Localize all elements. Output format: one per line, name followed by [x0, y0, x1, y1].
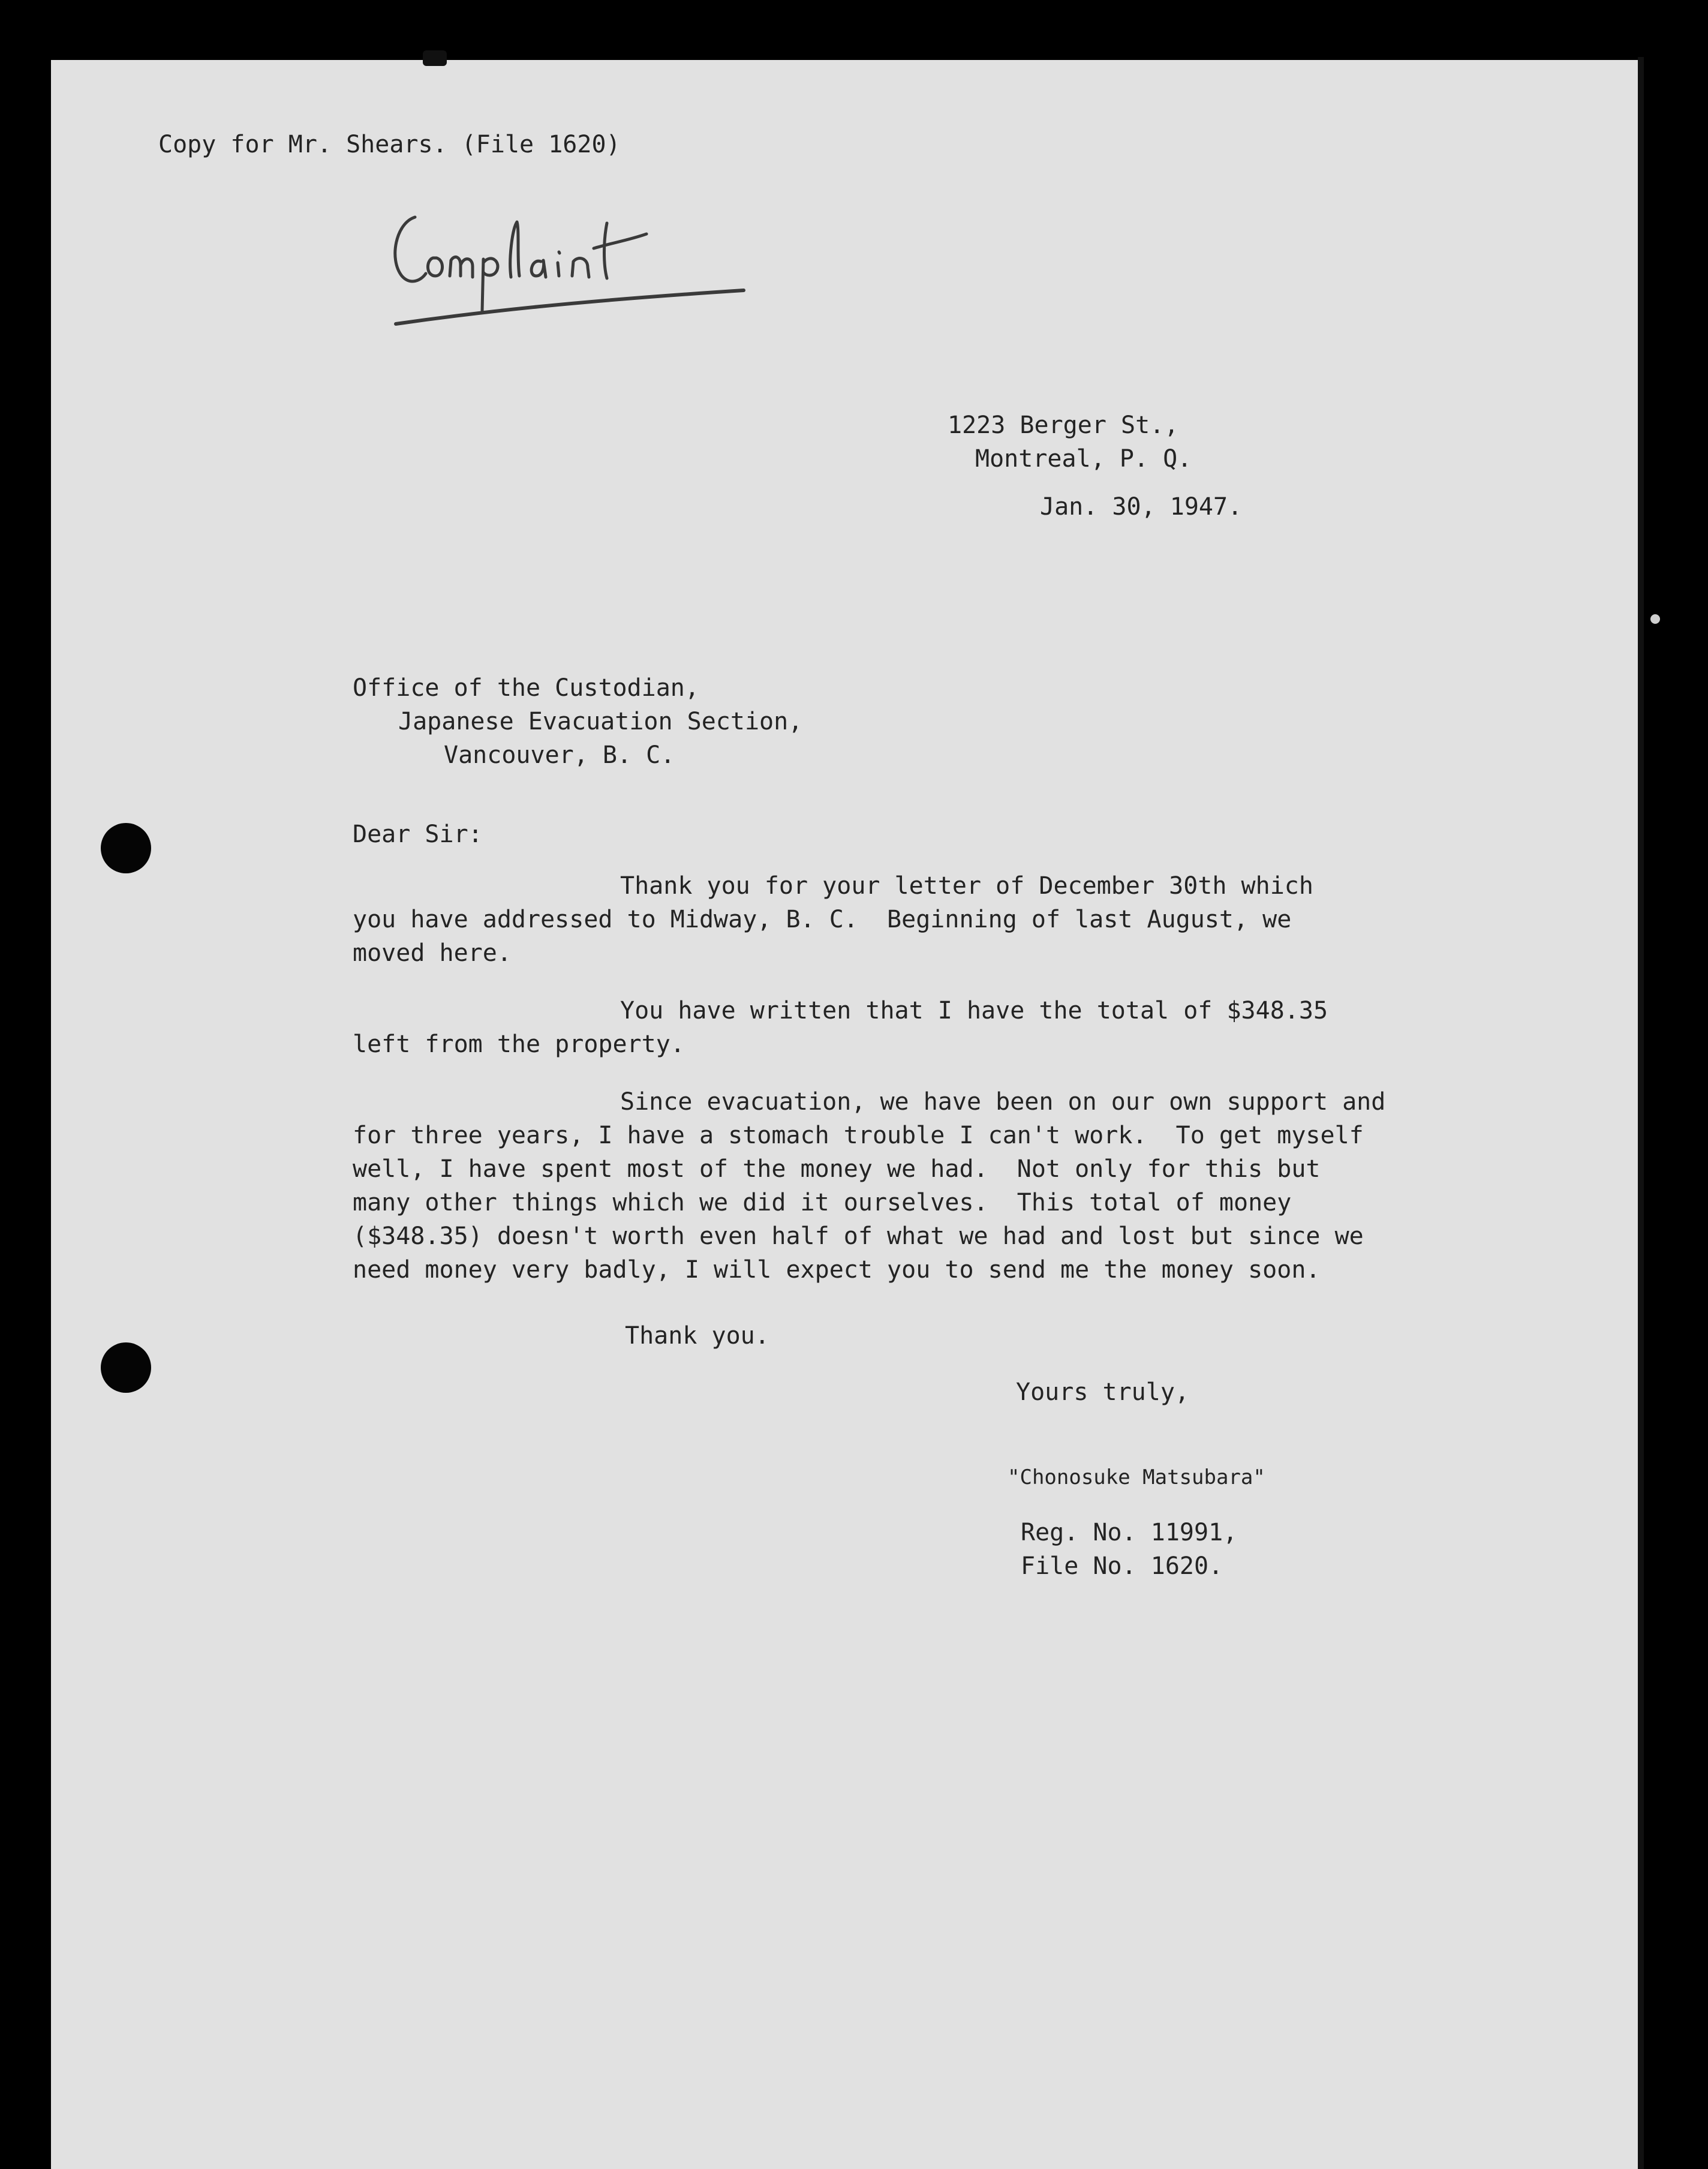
paragraph-3-line-6: need money very badly, I will expect you to send me the money soon.: [353, 1256, 1321, 1284]
page-edge-shadow: [1638, 57, 1644, 2169]
letter-date: Jan. 30, 1947.: [1040, 493, 1243, 521]
handwritten-complaint-annotation: [384, 205, 756, 337]
registration-number: Reg. No. 11991,: [1021, 1519, 1238, 1546]
file-number: File No. 1620.: [1021, 1552, 1223, 1580]
punch-hole-lower: [101, 1342, 151, 1393]
recipient-line-3: Vancouver, B. C.: [444, 741, 675, 769]
sender-city: Montreal, P. Q.: [975, 445, 1192, 473]
recipient-line-2: Japanese Evacuation Section,: [398, 708, 803, 735]
closing-thanks: Thank you.: [625, 1322, 769, 1350]
paragraph-3-line-4: many other things which we did it ourselves. This total of money: [353, 1189, 1292, 1216]
paragraph-3-line-2: for three years, I have a stomach trouble I can't work. To get myself: [353, 1122, 1364, 1149]
sender-street: 1223 Berger St.,: [948, 411, 1179, 439]
paragraph-2-line-1: You have written that I have the total of $348.35: [620, 997, 1328, 1025]
paragraph-3-line-1: Since evacuation, we have been on our own support and: [620, 1088, 1386, 1116]
valediction: Yours truly,: [1016, 1378, 1189, 1406]
paragraph-3-line-5: ($348.35) doesn't worth even half of what we had and lost but since we: [353, 1222, 1364, 1250]
paragraph-3-line-3: well, I have spent most of the money we had. Not only for this but: [353, 1155, 1321, 1183]
paragraph-1-line-1: Thank you for your letter of December 30th which: [620, 872, 1313, 900]
paragraph-1-line-2: you have addressed to Midway, B. C. Beginning of last August, we: [353, 906, 1292, 933]
paragraph-1-line-3: moved here.: [353, 939, 512, 967]
salutation: Dear Sir:: [353, 821, 483, 848]
paper-speck: [1650, 614, 1660, 624]
punch-hole-upper: [101, 823, 151, 873]
signature-name: "Chonosuke Matsubara": [1008, 1465, 1265, 1489]
copy-note: Copy for Mr. Shears. (File 1620): [158, 131, 621, 158]
recipient-line-1: Office of the Custodian,: [353, 674, 699, 702]
paragraph-2-line-2: left from the property.: [353, 1031, 685, 1058]
paper-tab-mark: [423, 50, 447, 66]
